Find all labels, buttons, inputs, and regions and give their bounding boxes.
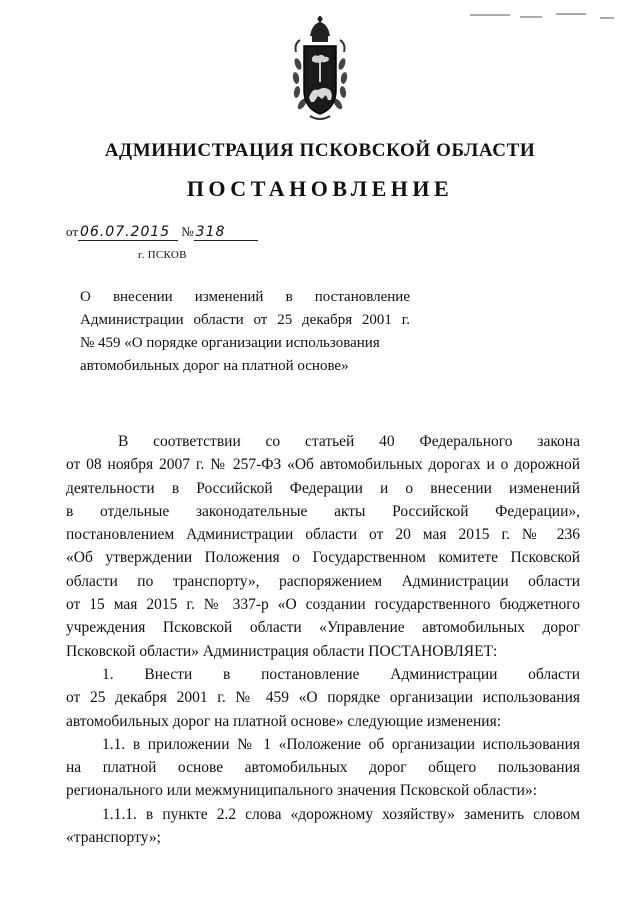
- document-number: 318: [195, 224, 226, 240]
- body-line: 1. Внести в постановление Администрации области: [102, 665, 580, 683]
- scan-artifact: [556, 13, 586, 15]
- body-line: области по транспорту», распоряжением Администрации области: [66, 572, 580, 590]
- body-line: от 15 мая 2015 г. № 337-р «О создании государственного бюджетного: [66, 596, 580, 614]
- organization-name: АДМИНИСТРАЦИЯ ПСКОВСКОЙ ОБЛАСТИ: [104, 140, 536, 161]
- coat-of-arms-emblem: [288, 14, 352, 126]
- body-line: от 25 декабря 2001 г. № 459 «О порядке организации использования: [66, 689, 580, 707]
- body-line: в отдельные законодательные акты Российской Федерации»,: [66, 502, 580, 520]
- body-line: 1.1.1. в пункте 2.2 слова «дорожному хозяйству» заменить словом: [102, 805, 580, 823]
- subject-heading: [80, 286, 410, 378]
- body-line: «Об утверждении Положения о Государственном комитете Псковской: [66, 549, 580, 567]
- scan-artifact: [470, 14, 510, 16]
- scan-artifact: [520, 16, 542, 18]
- body-line: В соответствии со статьей 40 Федерального закона: [118, 433, 580, 450]
- document-date-number: [66, 224, 258, 241]
- body-line: деятельности в Российской Федерации и о внесении изменений: [66, 479, 580, 497]
- document-date: 06.07.2015: [80, 224, 171, 240]
- document-type-title: ПОСТАНОВЛЕНИЕ: [186, 176, 454, 201]
- scan-artifact: [600, 17, 614, 19]
- body-line: Псковской области» Администрация области ПОСТАНОВЛЯЕТ:: [66, 642, 498, 660]
- body-line: «транспорту»;: [66, 829, 161, 847]
- body-line: постановлением Администрации области от 20 мая 2015 г. № 236: [66, 526, 580, 544]
- number-prefix: №: [181, 224, 194, 239]
- date-prefix: от: [66, 224, 79, 239]
- city-of-issue: г. ПСКОВ: [138, 249, 187, 261]
- body-line: 1.1. в приложении № 1 «Положение об организации использования: [102, 735, 580, 753]
- body-line: автомобильных дорог на платной основе» следующие изменения:: [66, 712, 501, 730]
- body-line: от 08 ноября 2007 г. № 257-ФЗ «Об автомобильных дорогах и о дорожной: [66, 456, 580, 474]
- subject-line: Администрации области от 25 декабря 2001 г.: [80, 312, 410, 328]
- subject-line: О внесении изменений в постановление: [80, 289, 410, 305]
- body-line: учреждения Псковской области «Управление автомобильных дорог: [66, 619, 580, 637]
- body-line: регионального или межмуниципального значения Псковской области»:: [66, 782, 538, 800]
- body-line: на платной основе автомобильных дорог общего пользования: [66, 759, 580, 777]
- subject-line: № 459 «О порядке организации использования: [80, 335, 380, 351]
- document-body: [66, 430, 580, 849]
- subject-line: автомобильных дорог на платной основе»: [80, 358, 349, 374]
